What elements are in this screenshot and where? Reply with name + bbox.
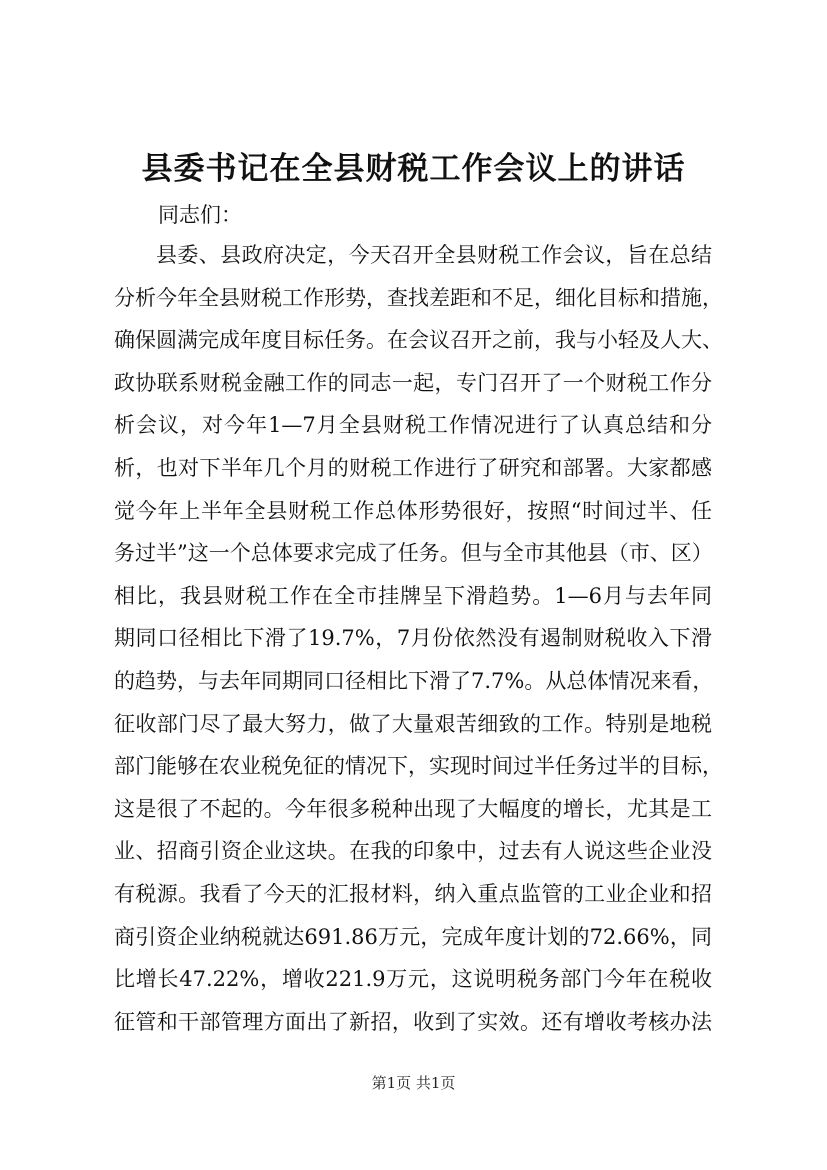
- text-line: 业、招商引资企业这块。在我的印象中，过去有人说这些企业没: [114, 839, 712, 864]
- text-line: 县委、县政府决定，今天召开全县财税工作会议，旨在总结: [156, 243, 712, 267]
- text-line: 析会议，对今年1—7月全县财税工作情况进行了认真总结和分: [114, 413, 712, 438]
- text-line: 析，也对下半年几个月的财税工作进行了研究和部署。大家都感: [114, 455, 712, 480]
- text-line: 相比，我县财税工作在全市挂牌呈下滑趋势。1—6月与去年同: [114, 583, 712, 608]
- text-line: 政协联系财税金融工作的同志一起，专门召开了一个财税工作分: [114, 370, 712, 395]
- text-line: 比增长47.22%，增收221.9万元，这说明税务部门今年在税收: [114, 967, 712, 992]
- document-title: 县委书记在全县财税工作会议上的讲话: [141, 151, 686, 187]
- salutation: 同志们：: [158, 203, 242, 227]
- text-line: 务过半”这一个总体要求完成了任务。但与全市其他县（市、区）: [114, 541, 713, 566]
- text-line: 觉今年上半年全县财税工作总体形势很好，按照“时间过半、任: [114, 498, 712, 523]
- text-line: 期同口径相比下滑了19.7%，7月份依然没有遏制财税收入下滑: [114, 626, 712, 651]
- text-line: 商引资企业纳税就达691.86万元，完成年度计划的72.66%，同: [114, 924, 712, 949]
- text-line: 征收部门尽了最大努力，做了大量艰苦细致的工作。特别是地税: [114, 711, 712, 736]
- body-paragraph: [114, 234, 723, 1043]
- text-line: 分析今年全县财税工作形势，查找差距和不足，细化目标和措施，: [114, 285, 723, 310]
- text-line: 确保圆满完成年度目标任务。在会议召开之前，我与小轻及人大、: [114, 328, 723, 353]
- page-footer: 第1页 共1页: [371, 1074, 456, 1092]
- text-line: 征管和干部管理方面出了新招，收到了实效。还有增收考核办法: [114, 1009, 712, 1034]
- text-line: 的趋势，与去年同期同口径相比下滑了7.7%。从总体情况来看，: [114, 668, 714, 693]
- text-line: 有税源。我看了今天的汇报材料，纳入重点监管的工业企业和招: [114, 881, 712, 906]
- text-line: 这是很了不起的。今年很多税种出现了大幅度的增长，尤其是工: [114, 796, 712, 821]
- text-line: 部门能够在农业税免征的情况下，实现时间过半任务过半的目标，: [114, 754, 723, 779]
